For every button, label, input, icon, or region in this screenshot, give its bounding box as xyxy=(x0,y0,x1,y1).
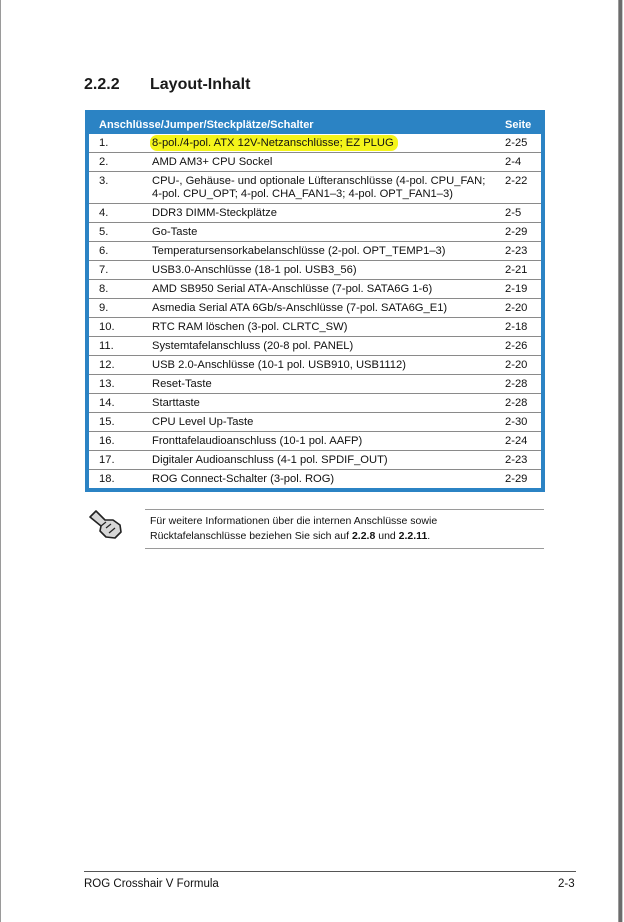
row-description xyxy=(148,204,499,223)
pointing-hand-icon xyxy=(87,508,125,542)
row-page: 2-24 xyxy=(499,432,541,451)
layout-table xyxy=(85,110,545,492)
row-page: 2-21 xyxy=(499,261,541,280)
note-box xyxy=(145,509,544,549)
table-row xyxy=(89,432,541,451)
row-description xyxy=(148,356,499,375)
row-number: 9. xyxy=(89,299,148,318)
note-end: . xyxy=(427,530,431,542)
row-description-text: ROG Connect-Schalter (3-pol. ROG) xyxy=(152,473,335,485)
row-description-text: DDR3 DIMM-Steckplätze xyxy=(152,207,277,219)
row-description-text: Go-Taste xyxy=(152,226,198,238)
row-description xyxy=(148,172,499,204)
row-description-text: AMD SB950 Serial ATA-Anschlüsse (7-pol. SATA6G 1-6) xyxy=(152,283,433,295)
table-row xyxy=(89,261,541,280)
note-line-2: Rücktafelanschlüsse beziehen Sie sich auf xyxy=(150,530,352,542)
row-number: 1. xyxy=(89,134,148,153)
row-description-text: CPU Level Up-Taste xyxy=(152,416,254,428)
row-page: 2-25 xyxy=(499,134,541,153)
row-page: 2-23 xyxy=(499,451,541,470)
row-number: 6. xyxy=(89,242,148,261)
table-row xyxy=(89,280,541,299)
row-description-text: Digitaler Audioanschluss (4-1 pol. SPDIF_OUT) xyxy=(152,454,388,466)
row-number: 15. xyxy=(89,413,148,432)
row-description-text: USB 2.0-Anschlüsse (10-1 pol. USB910, USB1112) xyxy=(152,359,406,371)
footer-rule xyxy=(84,871,576,872)
table-row xyxy=(89,204,541,223)
row-page: 2-22 xyxy=(499,172,541,204)
table-header-description: Anschlüsse/Jumper/Steckplätze/Schalter xyxy=(89,114,499,134)
row-description-text: Temperatursensorkabelanschlüsse (2-pol. OPT_TEMP1–3) xyxy=(152,245,446,257)
row-description xyxy=(148,153,499,172)
table-row xyxy=(89,356,541,375)
row-description-text-line2: 4-pol. CPU_OPT; 4-pol. CHA_FAN1–3; 4-pol. OPT_FAN1–3) xyxy=(152,188,453,200)
row-description xyxy=(148,223,499,242)
row-page: 2-30 xyxy=(499,413,541,432)
row-number: 2. xyxy=(89,153,148,172)
row-description xyxy=(148,299,499,318)
table-row xyxy=(89,451,541,470)
table-row xyxy=(89,172,541,204)
row-description-text: Fronttafelaudioanschluss (10-1 pol. AAFP) xyxy=(152,435,363,447)
row-page: 2-29 xyxy=(505,473,528,485)
row-description-text: CPU-, Gehäuse- und optionale Lüfteranschlüsse (4-pol. CPU_FAN; xyxy=(152,175,486,187)
row-description-text: Starttaste xyxy=(152,397,200,409)
row-number: 10. xyxy=(89,318,148,337)
row-number: 12. xyxy=(89,356,148,375)
row-number: 16. xyxy=(89,432,148,451)
row-page: 2-20 xyxy=(499,299,541,318)
table-row xyxy=(89,470,541,489)
row-number: 11. xyxy=(89,337,148,356)
table-row xyxy=(89,134,541,153)
table-row xyxy=(89,223,541,242)
table-row xyxy=(89,394,541,413)
footer-title: ROG Crosshair V Formula xyxy=(84,878,219,890)
row-page: 2-28 xyxy=(499,394,541,413)
row-description xyxy=(148,337,499,356)
row-description-text: AMD AM3+ CPU Sockel xyxy=(152,156,273,168)
row-description-text: 8-pol./4-pol. ATX 12V-Netzanschlüsse; EZ PLUG xyxy=(150,135,398,151)
row-number: 8. xyxy=(89,280,148,299)
row-description-text: Reset-Taste xyxy=(152,378,212,390)
row-description xyxy=(148,261,499,280)
row-description-text: USB3.0-Anschlüsse (18-1 pol. USB3_56) xyxy=(152,264,357,276)
row-number: 18. xyxy=(99,473,115,485)
note-ref-1: 2.2.8 xyxy=(351,530,376,542)
row-number: 14. xyxy=(89,394,148,413)
table-row xyxy=(89,153,541,172)
row-description xyxy=(148,470,499,489)
row-description xyxy=(148,242,499,261)
row-number: 13. xyxy=(89,375,148,394)
note-text xyxy=(150,514,437,544)
note-and: und xyxy=(375,530,399,542)
row-page: 2-4 xyxy=(499,153,541,172)
row-description xyxy=(148,280,499,299)
row-description xyxy=(148,394,499,413)
row-page: 2-18 xyxy=(499,318,541,337)
table-row xyxy=(89,318,541,337)
table-row xyxy=(89,299,541,318)
table-row xyxy=(89,337,541,356)
row-page: 2-28 xyxy=(499,375,541,394)
row-number: 7. xyxy=(89,261,148,280)
row-page: 2-5 xyxy=(499,204,541,223)
row-description xyxy=(148,432,499,451)
row-description xyxy=(148,134,499,153)
row-page: 2-23 xyxy=(499,242,541,261)
row-page: 2-26 xyxy=(499,337,541,356)
row-number: 4. xyxy=(89,204,148,223)
row-description xyxy=(148,318,499,337)
table-row xyxy=(89,413,541,432)
row-description xyxy=(148,413,499,432)
table-header-page: Seite xyxy=(499,114,541,134)
row-page: 2-19 xyxy=(499,280,541,299)
row-description xyxy=(148,451,499,470)
section-number: 2.2.2 xyxy=(84,76,120,93)
table-header-row xyxy=(89,114,541,134)
note-line-1: Für weitere Informationen über die internen Anschlüsse sowie xyxy=(150,515,438,527)
row-description-text: Asmedia Serial ATA 6Gb/s-Anschlüsse (7-pol. SATA6G_E1) xyxy=(152,302,448,314)
table-row xyxy=(89,375,541,394)
row-number: 3. xyxy=(89,172,148,204)
row-description-text: Systemtafelanschluss (20-8 pol. PANEL) xyxy=(152,340,354,352)
row-page: 2-20 xyxy=(499,356,541,375)
row-description xyxy=(148,375,499,394)
footer-page-number: 2-3 xyxy=(558,878,575,890)
section-heading xyxy=(84,76,250,94)
row-page: 2-29 xyxy=(499,223,541,242)
note-ref-2: 2.2.11 xyxy=(398,530,428,542)
row-description-text: RTC RAM löschen (3-pol. CLRTC_SW) xyxy=(152,321,348,333)
row-number: 5. xyxy=(89,223,148,242)
row-number: 17. xyxy=(89,451,148,470)
table-row xyxy=(89,242,541,261)
section-title: Layout-Inhalt xyxy=(150,76,251,93)
